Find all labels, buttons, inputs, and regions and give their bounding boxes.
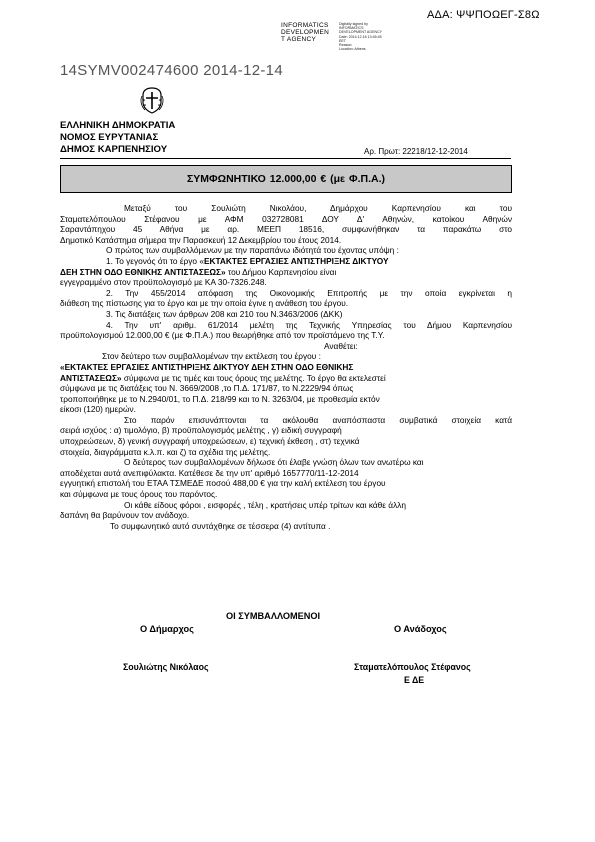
item-1-project-name-cont: ΔΕΗ ΣΤΗΝ ΟΔΟ ΕΘΝΙΚΗΣ ΑΝΤΙΣΤΑΣΕΩΣ» — [60, 266, 226, 277]
mayor-role: Ο Δήμαρχος — [140, 624, 194, 634]
signature-detail-line: Reason: — [339, 43, 353, 48]
signature-org-line: DEVELOPMEN — [281, 29, 330, 36]
body-line: στοιχεία, διαγράμματα κ.λ.π. και ζ) τα σχέδια της μελέτης. — [60, 446, 271, 457]
body-line: Μεταξύ του Σουλιώτη Νικολάου, Δημάρχου Καρπενησίου και του — [124, 203, 512, 213]
body-line: Ο δεύτερος των συμβαλλομένων δήλωσε ότι έλαβε γνώση όλων των ανωτέρω και — [124, 457, 424, 468]
body-line: σειρά ισχύος : α) τιμολόγιο, β) προϋπολογισμός μελέτης , γ) ειδική συγγραφή — [60, 425, 342, 436]
body-line: προϋπολογισμού 12.000,00 € (με Φ.Π.Α.) που θεωρήθηκε από τον προϊστάμενο της Τ.Υ. — [60, 330, 385, 341]
body-line: Σαραντάπηχου 45 Αθήνα με αρ. ΜΕΕΠ 18516, συμφωνήθηκαν τα παρακάτω στο — [60, 224, 512, 235]
body-line: εγγεγραμμένο στον προϋπολογισμό με ΚΑ 30-7326.248. — [60, 277, 267, 288]
project-terms: σύμφωνα με τις τιμές και τους όρους της μελέτης. Το έργο θα εκτελεστεί — [121, 372, 386, 383]
item-1-rest: του Δήμου Καρπενησίου είναι — [225, 266, 337, 277]
mayor-name: Σουλιώτης Νικόλαος — [123, 662, 209, 672]
header-line: ΝΟΜΟΣ ΕΥΡΥΤΑΝΙΑΣ — [60, 131, 159, 143]
body-line: Δημοτικό Κατάστημα σήμερα την Παρασκευή 12 Δεκεμβρίου του έτους 2014. — [60, 234, 342, 245]
body-line: τροποποιήθηκε με το Ν.2940/01, το Π.Δ. 218/99 και το Ν. 3263/04, με προθεσμία εκτόν — [60, 393, 380, 404]
signature-detail-line: Location: Athens — [339, 47, 366, 52]
project-name-line-2 — [60, 373, 512, 384]
body-line: αποδέχεται αυτά ανεπιφύλακτα. Κατέθεσε δε την υπ' αριθμό 1657770/11-12-2014 — [60, 467, 359, 478]
signature-details — [339, 22, 382, 51]
body-line: Στον δεύτερο των συμβαλλομένων την εκτέλεση του έργου : — [102, 351, 321, 362]
parties-heading: ΟΙ ΣΥΜΒΑΛΛΟΜΕΝΟΙ — [226, 611, 321, 621]
body-line: διάθεση της πίστωσης για το έργο και με την οποία έγινε η ανάθεση του έργου. — [60, 298, 349, 309]
ada-code: ΑΔΑ: ΨΨΠΟΩΕΓ-Σ8Ω — [427, 9, 540, 21]
contractor-role: Ο Ανάδοχος — [394, 624, 447, 634]
body-line: 3. Τις διατάξεις των άρθρων 208 και 210 του Ν.3463/2006 (ΔΚΚ) — [106, 308, 343, 319]
protocol-number: Αρ. Πρωτ: 22218/12-12-2014 — [364, 147, 468, 156]
item-1 — [88, 256, 512, 267]
body-line: Στο παρόν επισυνάπτονται τα ακόλουθα αναπόσπαστα συμβατικά στοιχεία κατά — [124, 414, 512, 425]
document-id: 14SYMV002474600 2014-12-14 — [60, 62, 283, 79]
item-1-prefix: 1. Το γεγονός ότι το έργο « — [106, 255, 204, 266]
body-line: Ο πρώτος των συμβαλλόμενων με την παραπάνω ιδιότητά του έχοντας υπόψη : — [106, 245, 399, 256]
signature-org-line: T AGENCY — [281, 36, 317, 43]
document-title: ΣΥΜΦΩΝΗΤΙΚΟ 12.000,00 € (με Φ.Π.Α.) — [60, 165, 512, 193]
item-1-project-name: ΕΚΤΑΚΤΕΣ ΕΡΓΑΣΙΕΣ ΑΝΤΙΣΤΗΡΙΞΗΣ ΔΙΚΤΥΟΥ — [203, 255, 389, 266]
body-line: Σταματελόπουλου Στέφανου με ΑΦΜ 032728081 ΔΟΥ Δ' Αθηνών, κατοίκου Αθηνών — [60, 213, 512, 224]
signature-org-line: INFORMATICS — [281, 22, 329, 29]
project-name-cont: ΑΝΤΙΣΤΑΣΕΩΣ» — [60, 372, 122, 383]
body-line: εγγυητική επιστολή του ΕΤΑΑ ΤΣΜΕΔΕ ποσού 488,00 € για την καλή εκτέλεση του έργου — [60, 478, 386, 489]
body-line: και σύμφωνα με τους όρους του παρόντος. — [60, 489, 218, 500]
project-name-line: «ΕΚΤΑΚΤΕΣ ΕΡΓΑΣΙΕΣ ΑΝΤΙΣΤΗΡΙΞΗΣ ΔΙΚΤΥΟΥ ΔΕΗ ΣΤΗΝ ΟΔΟ ΕΘΝΙΚΗΣ — [60, 361, 354, 372]
body-line: 4. Την υπ' αριθμ. 61/2014 μελέτη της Τεχνικής Υπηρεσίας του Δήμου Καρπενησίου — [106, 319, 512, 330]
contractor-qualification: Ε ΔΕ — [404, 675, 425, 685]
body-line: είκοσι (120) ημερών. — [60, 404, 136, 415]
signature-detail-line: Date: 2014.12.16 13:45:45 — [339, 34, 382, 39]
body-line: σύμφωνα με τις διατάξεις του Ν. 3669/2008 ,το Π.Δ. 171/87, το Ν.2229/94 όπως — [60, 383, 354, 394]
signature-detail-line: INFORMATICS — [339, 26, 364, 31]
header-line: ΕΛΛΗΝΙΚΗ ΔΗΜΟΚΡΑΤΙΑ — [60, 120, 176, 131]
header-divider — [60, 158, 511, 159]
signature-detail-line: Digitally signed by — [339, 22, 368, 26]
body-line: Οι κάθε είδους φόροι , εισφορές , τέλη , κρατήσεις υπέρ τρίτων και κάθε άλλη — [124, 499, 407, 510]
body-line: δαπάνη θα βαρύνουν τον ανάδοχο. — [60, 510, 190, 521]
signature-org — [281, 22, 329, 43]
body-line: Το συμφωνητικό αυτό συντάχθηκε σε τέσσερα (4) αντίτυπα . — [110, 520, 331, 531]
issuer-header — [60, 120, 175, 155]
item-1-line-2 — [60, 267, 512, 278]
document-body — [60, 203, 512, 531]
signature-detail-line: DEVELOPMENT AGENCY — [339, 30, 383, 35]
body-line: 2. Την 455/2014 απόφαση της Οικονομικής Επιτροπής με την οποία εγκρίνεται η — [106, 287, 512, 298]
greek-coat-of-arms-icon — [140, 86, 164, 114]
contractor-name: Σταματελόπουλος Στέφανος — [354, 662, 471, 672]
body-line: υποχρεώσεων, δ) γενική συγγραφή υποχρεώσεων, ε) τεχνική έκθεση , στ) τεχνικά — [60, 436, 360, 447]
project-name-bold — [60, 362, 512, 373]
header-line: ΔΗΜΟΣ ΚΑΡΠΕΝΗΣΙΟΥ — [60, 143, 168, 155]
signature-detail-line: EET — [339, 38, 346, 43]
assigns-label: Αναθέτει: — [324, 340, 358, 351]
